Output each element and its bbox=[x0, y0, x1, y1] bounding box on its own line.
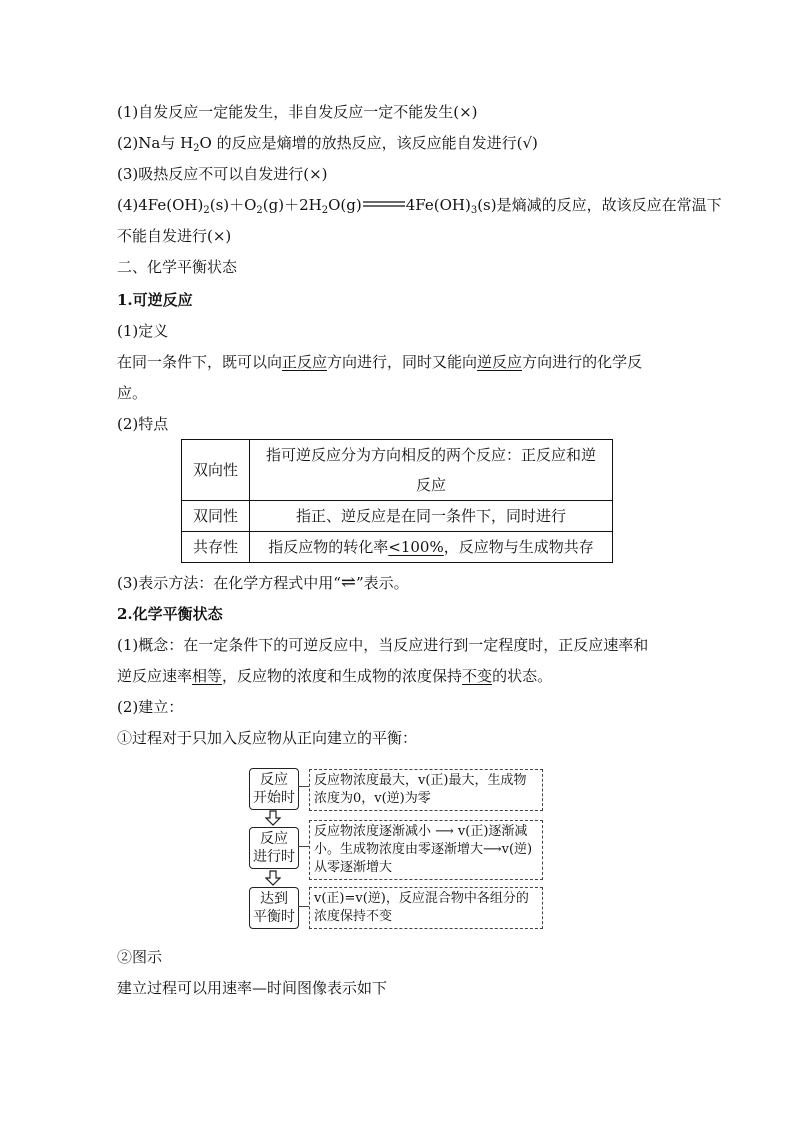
process-label: ①过程对于只加入反应物从正向建立的平衡： bbox=[117, 729, 418, 747]
features-table bbox=[181, 439, 613, 563]
representation-text-b: ”表示。 bbox=[356, 574, 409, 592]
item-2-text-b: O 的反应是熵增的放热反应，该反应能自发进行 bbox=[199, 134, 517, 152]
concept-text-b3: 的状态。 bbox=[492, 667, 553, 685]
table-cell-key: 双同性 bbox=[182, 501, 250, 532]
diagram-label: ②图示 bbox=[117, 948, 163, 966]
definition-text-c: 方向进行的化学反 bbox=[522, 353, 643, 371]
subscript: 3 bbox=[470, 205, 478, 216]
flow-stage-line: 达到 bbox=[260, 891, 288, 907]
diagram-description: 建立过程可以用速率—时间图像表示如下 bbox=[117, 979, 388, 997]
flow-stage-equilibrium bbox=[249, 887, 299, 929]
reversible-arrow-symbol: ⇌ bbox=[340, 572, 357, 593]
definition-underline-reverse: 逆反应 bbox=[477, 353, 523, 371]
subscript: 2 bbox=[321, 205, 329, 216]
concept-underline-equal: 相等 bbox=[192, 667, 223, 685]
definition-text bbox=[117, 352, 642, 372]
table-cell-value-text: 指反应物的转化率 bbox=[268, 538, 389, 556]
equals-arrow-icon bbox=[362, 200, 406, 208]
table-cell-key: 共存性 bbox=[182, 532, 250, 563]
item-1-text: (1)自发反应一定能发生，非自发反应一定不能发生 bbox=[117, 103, 454, 121]
item-4-text-d: O(g) bbox=[328, 196, 362, 214]
flow-desc-progress: 反应物浓度逐渐减小 ⟶ v(正)逐渐减小。生成物浓度由零逐渐增大⟶v(逆)从零逐渐增大 bbox=[309, 820, 543, 880]
concept-underline-unchanged: 不变 bbox=[462, 667, 493, 685]
table-row bbox=[182, 532, 613, 563]
equilibrium-flow-diagram bbox=[249, 768, 549, 928]
item-4 bbox=[117, 195, 722, 215]
flow-desc-equilibrium: v(正)=v(逆)，反应混合物中各组分的浓度保持不变 bbox=[309, 887, 543, 929]
flow-connector bbox=[298, 846, 309, 847]
subscript: 2 bbox=[256, 205, 263, 216]
definition-text-b: 方向进行，同时又能向 bbox=[327, 353, 478, 371]
item-2 bbox=[117, 133, 538, 153]
definition-text-continued: 应。 bbox=[117, 384, 148, 402]
flow-stage-line: 反应 bbox=[260, 831, 288, 847]
concept-text: (1)概念：在一定条件下的可逆反应中，当反应进行到一定程度时，正反应速率和 bbox=[117, 636, 649, 654]
item-2-mark: (√) bbox=[516, 134, 538, 152]
subscript: 2 bbox=[193, 143, 200, 154]
concept-text-continued bbox=[117, 666, 552, 686]
item-3: (3)吸热反应不可以自发进行(×) bbox=[117, 165, 328, 183]
flow-stage-line: 开始时 bbox=[253, 790, 295, 806]
representation-text bbox=[117, 573, 409, 593]
flow-stage-progress bbox=[249, 827, 299, 869]
definition-text-a: 在同一条件下，既可以向 bbox=[117, 353, 283, 371]
down-arrow-icon bbox=[265, 810, 281, 826]
flow-connector bbox=[298, 906, 309, 907]
item-4-text-f: (s)是熵减的反应，故该反应在常温下 bbox=[477, 196, 722, 214]
table-cell-underline: <100% bbox=[388, 538, 444, 556]
item-1-mark: (×) bbox=[453, 103, 478, 121]
table-cell-value-text-b: ，反应物与生成物共存 bbox=[443, 538, 594, 556]
item-4-text-e: 4Fe(OH) bbox=[405, 196, 471, 214]
concept-text-b1: 逆反应速率 bbox=[117, 667, 193, 685]
flow-stage-start bbox=[249, 768, 299, 810]
subsection-title-equilibrium: 2.化学平衡状态 bbox=[117, 605, 223, 623]
down-arrow-icon bbox=[265, 870, 281, 886]
definition-underline-forward: 正反应 bbox=[282, 353, 328, 371]
table-cell-value-line-1: 指可逆反应分为方向相反的两个反应：正反应和逆 bbox=[265, 446, 596, 464]
flow-connector bbox=[298, 786, 309, 787]
item-4-continued: 不能自发进行(×) bbox=[117, 227, 232, 245]
subsection-title-reversible: 1.可逆反应 bbox=[117, 291, 193, 309]
item-2-text-a: (2)Na与 H bbox=[117, 134, 194, 152]
item-4-text-b: (s)＋O bbox=[209, 196, 257, 214]
item-4-text-c: (g)＋2H bbox=[262, 196, 322, 214]
flow-stage-line: 进行时 bbox=[253, 849, 295, 865]
concept-text-b2: ，反应物的浓度和生成物的浓度保持 bbox=[222, 667, 463, 685]
item-1 bbox=[117, 102, 478, 122]
item-4-text-a: (4)4Fe(OH) bbox=[117, 196, 204, 214]
flow-stage-line: 反应 bbox=[260, 772, 288, 788]
table-cell-value: 指正、逆反应是在同一条件下，同时进行 bbox=[250, 501, 613, 532]
definition-label: (1)定义 bbox=[117, 322, 169, 340]
flow-desc-start: 反应物浓度最大，v(正)最大，生成物浓度为0，v(逆)为零 bbox=[309, 769, 543, 811]
subscript: 2 bbox=[203, 205, 210, 216]
table-row bbox=[182, 440, 613, 501]
table-cell-value-line-2: 反应 bbox=[415, 476, 446, 494]
representation-text-a: (3)表示方法：在化学方程式中用“ bbox=[117, 574, 341, 592]
section-heading: 二、化学平衡状态 bbox=[117, 258, 238, 276]
table-cell-value bbox=[250, 440, 613, 501]
flow-stage-line: 平衡时 bbox=[253, 909, 295, 925]
table-cell-value bbox=[250, 532, 613, 563]
build-label: (2)建立： bbox=[117, 698, 184, 716]
table-cell-key: 双向性 bbox=[182, 440, 250, 501]
table-row bbox=[182, 501, 613, 532]
features-label: (2)特点 bbox=[117, 415, 169, 433]
